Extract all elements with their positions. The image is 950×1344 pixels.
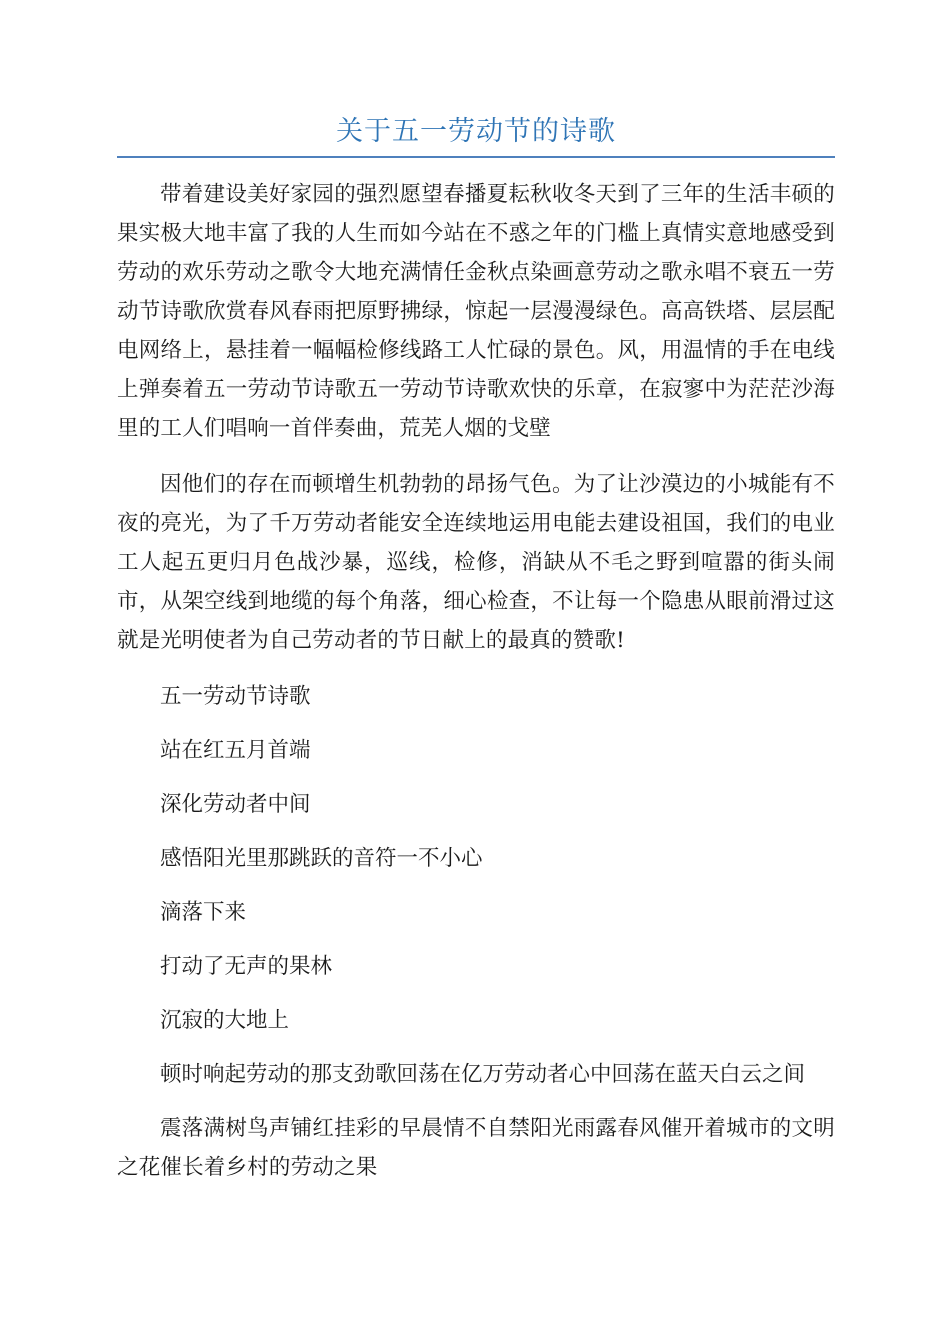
poem-line: 五一劳动节诗歌 <box>160 684 311 709</box>
closing-paragraph: 震落满树鸟声铺红挂彩的早晨情不自禁阳光雨露春风催开着城市的文明之花催长着乡村的劳动之果 <box>117 1116 835 1180</box>
poem-line: 沉寂的大地上 <box>160 1008 290 1033</box>
poem-line: 滴落下来 <box>160 900 247 925</box>
paragraph-1: 带着建设美好家园的强烈愿望春播夏耘秋收冬天到了三年的生活丰硕的果实极大地丰富了我的人生而如今站在不惑之年的门槛上真情实意地感受到劳动的欢乐劳动之歌令大地充满情任金秋点染画意劳动之歌永唱不衰五一劳动节诗歌欣赏春风春雨把原野拂绿，惊起一层漫漫绿色。高高铁塔、层层配电网络上，悬挂着一幅幅检修线路工人忙碌的景色。风，用温情的手在电线上弹奏着五一劳动节诗歌五一劳动节诗歌欢快的乐章，在寂寥中为茫茫沙海里的工人们唱响一首伴奏曲，荒芜人烟的戈壁 <box>117 182 835 441</box>
poem-line: 顿时响起劳动的那支劲歌回荡在亿万劳动者心中回荡在蓝天白云之间 <box>160 1062 806 1087</box>
document-body <box>117 175 835 1204</box>
poem-line: 深化劳动者中间 <box>160 792 311 817</box>
poem-line: 站在红五月首端 <box>160 738 311 763</box>
poem-line: 感悟阳光里那跳跃的音符一不小心 <box>160 846 483 871</box>
title-block <box>117 112 835 158</box>
paragraph-2: 因他们的存在而顿增生机勃勃的昂扬气色。为了让沙漠边的小城能有不夜的亮光，为了千万劳动者能安全连续地运用电能去建设祖国，我们的电业工人起五更归月色战沙暴，巡线，检修，消缺从不毛之野到喧嚣的街头闹市，从架空线到地缆的每个角落，细心检查，不让每一个隐患从眼前滑过这就是光明使者为自己劳动者的节日献上的最真的赞歌! <box>117 472 835 653</box>
poem-line: 打动了无声的果林 <box>160 954 333 979</box>
document-title: 关于五一劳动节的诗歌 <box>336 116 616 147</box>
